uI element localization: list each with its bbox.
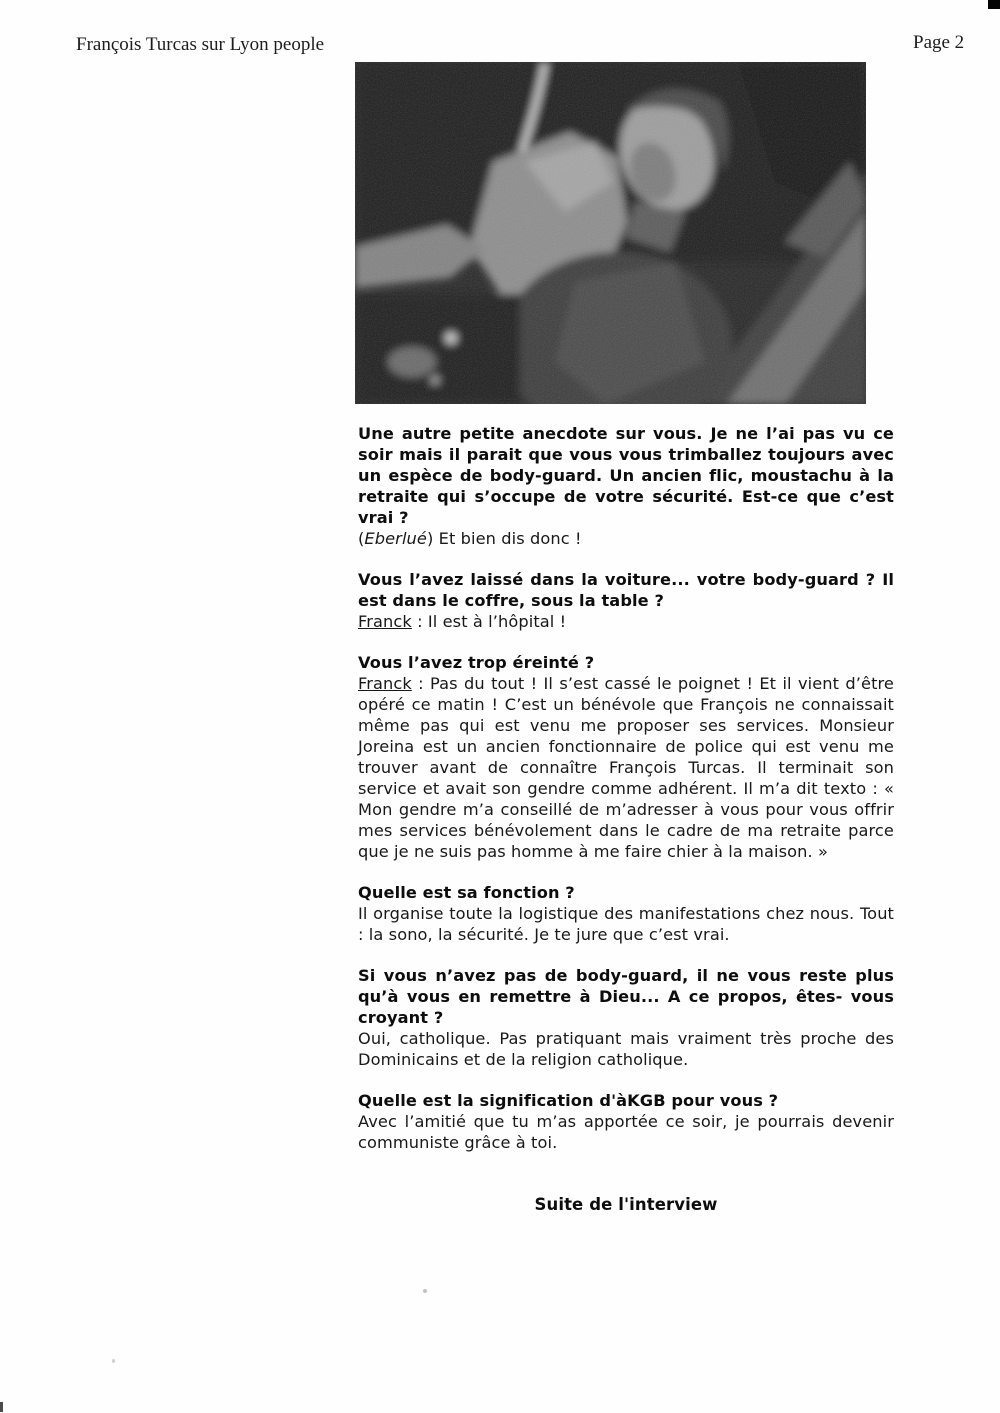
interview-block [358, 882, 894, 945]
interview-question: Vous l’avez trop éreinté ? [358, 653, 595, 672]
interview-question: Une autre petite anecdote sur vous. Je ne l’ai pas vu ce soir mais il parait que vous vous trimballez toujours avec un espèce de body-guard. Un ancien flic, moustachu à la retraite qui s’occupe de votre sécurité. Est-ce que c’est vrai ? [358, 424, 894, 527]
scan-speck [423, 1289, 427, 1293]
interview-block [358, 569, 894, 632]
answer-segment: ( [358, 529, 365, 548]
answer-segment: : Il est à l’hôpital ! [411, 612, 567, 631]
interview-answer [358, 1028, 894, 1070]
page-number: Page 2 [913, 32, 965, 53]
interview-answer [358, 1111, 894, 1153]
interview-continuation-note: Suite de l'interview [534, 1195, 718, 1214]
interview-answer [358, 673, 894, 862]
interview-question: Quelle est sa fonction ? [358, 883, 575, 902]
interview-block [358, 965, 894, 1070]
answer-segment: Avec l’amitié que tu m’as apportée ce soir, je pourrais devenir communiste grâce à toi. [358, 1112, 894, 1152]
answer-segment: ) Et bien dis donc ! [426, 529, 582, 548]
interview-block [358, 423, 894, 549]
halftone-photo-graphic [355, 62, 866, 404]
answer-segment: : Pas du tout ! Il s’est cassé le poignet ! Et il vient d’être opéré ce matin ! C’est un bénévole que François ne connaissait même pas qui est venu me proposer ses services. Monsieur Joreina est un ancien fonctionnaire de police qui est venu me trouver avant de connaître François Turcas. Il terminait son service et avait son gendre comme adhérent. Il m’a dit texto : « Mon gendre m’a conseillé de m’adresser à vous pour vous offrir mes services bénévolement dans le cadre de ma retraite parce que je ne suis pas homme à me faire chier à la maison. » [358, 674, 894, 861]
interview-block [358, 652, 894, 862]
document-title: François Turcas sur Lyon people [76, 34, 325, 55]
answer-segment: Franck [358, 612, 412, 631]
interview-answer [358, 611, 894, 632]
answer-segment: Eberlué [364, 529, 427, 548]
portrait-photo [355, 62, 866, 404]
interview-question: Quelle est la signification d'àKGB pour vous ? [358, 1091, 779, 1110]
interview-answer [358, 903, 894, 945]
interview [358, 423, 894, 1215]
interview-question: Si vous n’avez pas de body-guard, il ne vous reste plus qu’à vous en remettre à Dieu... A ce propos, êtes- vous croyant ? [358, 966, 894, 1027]
answer-segment: Franck [358, 674, 412, 693]
scan-edge-artifact [0, 1402, 3, 1412]
interview-question: Vous l’avez laissé dans la voiture... votre body-guard ? Il est dans le coffre, sous la table ? [358, 570, 894, 610]
interview-answer [358, 528, 894, 549]
scan-speck [112, 1359, 115, 1363]
scan-corner-artifact [988, 0, 1000, 9]
interview-block [358, 1090, 894, 1153]
answer-segment: Il organise toute la logistique des manifestations chez nous. Tout : la sono, la sécurité. Je te jure que c’est vrai. [358, 904, 894, 944]
answer-segment: Oui, catholique. Pas pratiquant mais vraiment très proche des Dominicains et de la religion catholique. [358, 1029, 894, 1069]
